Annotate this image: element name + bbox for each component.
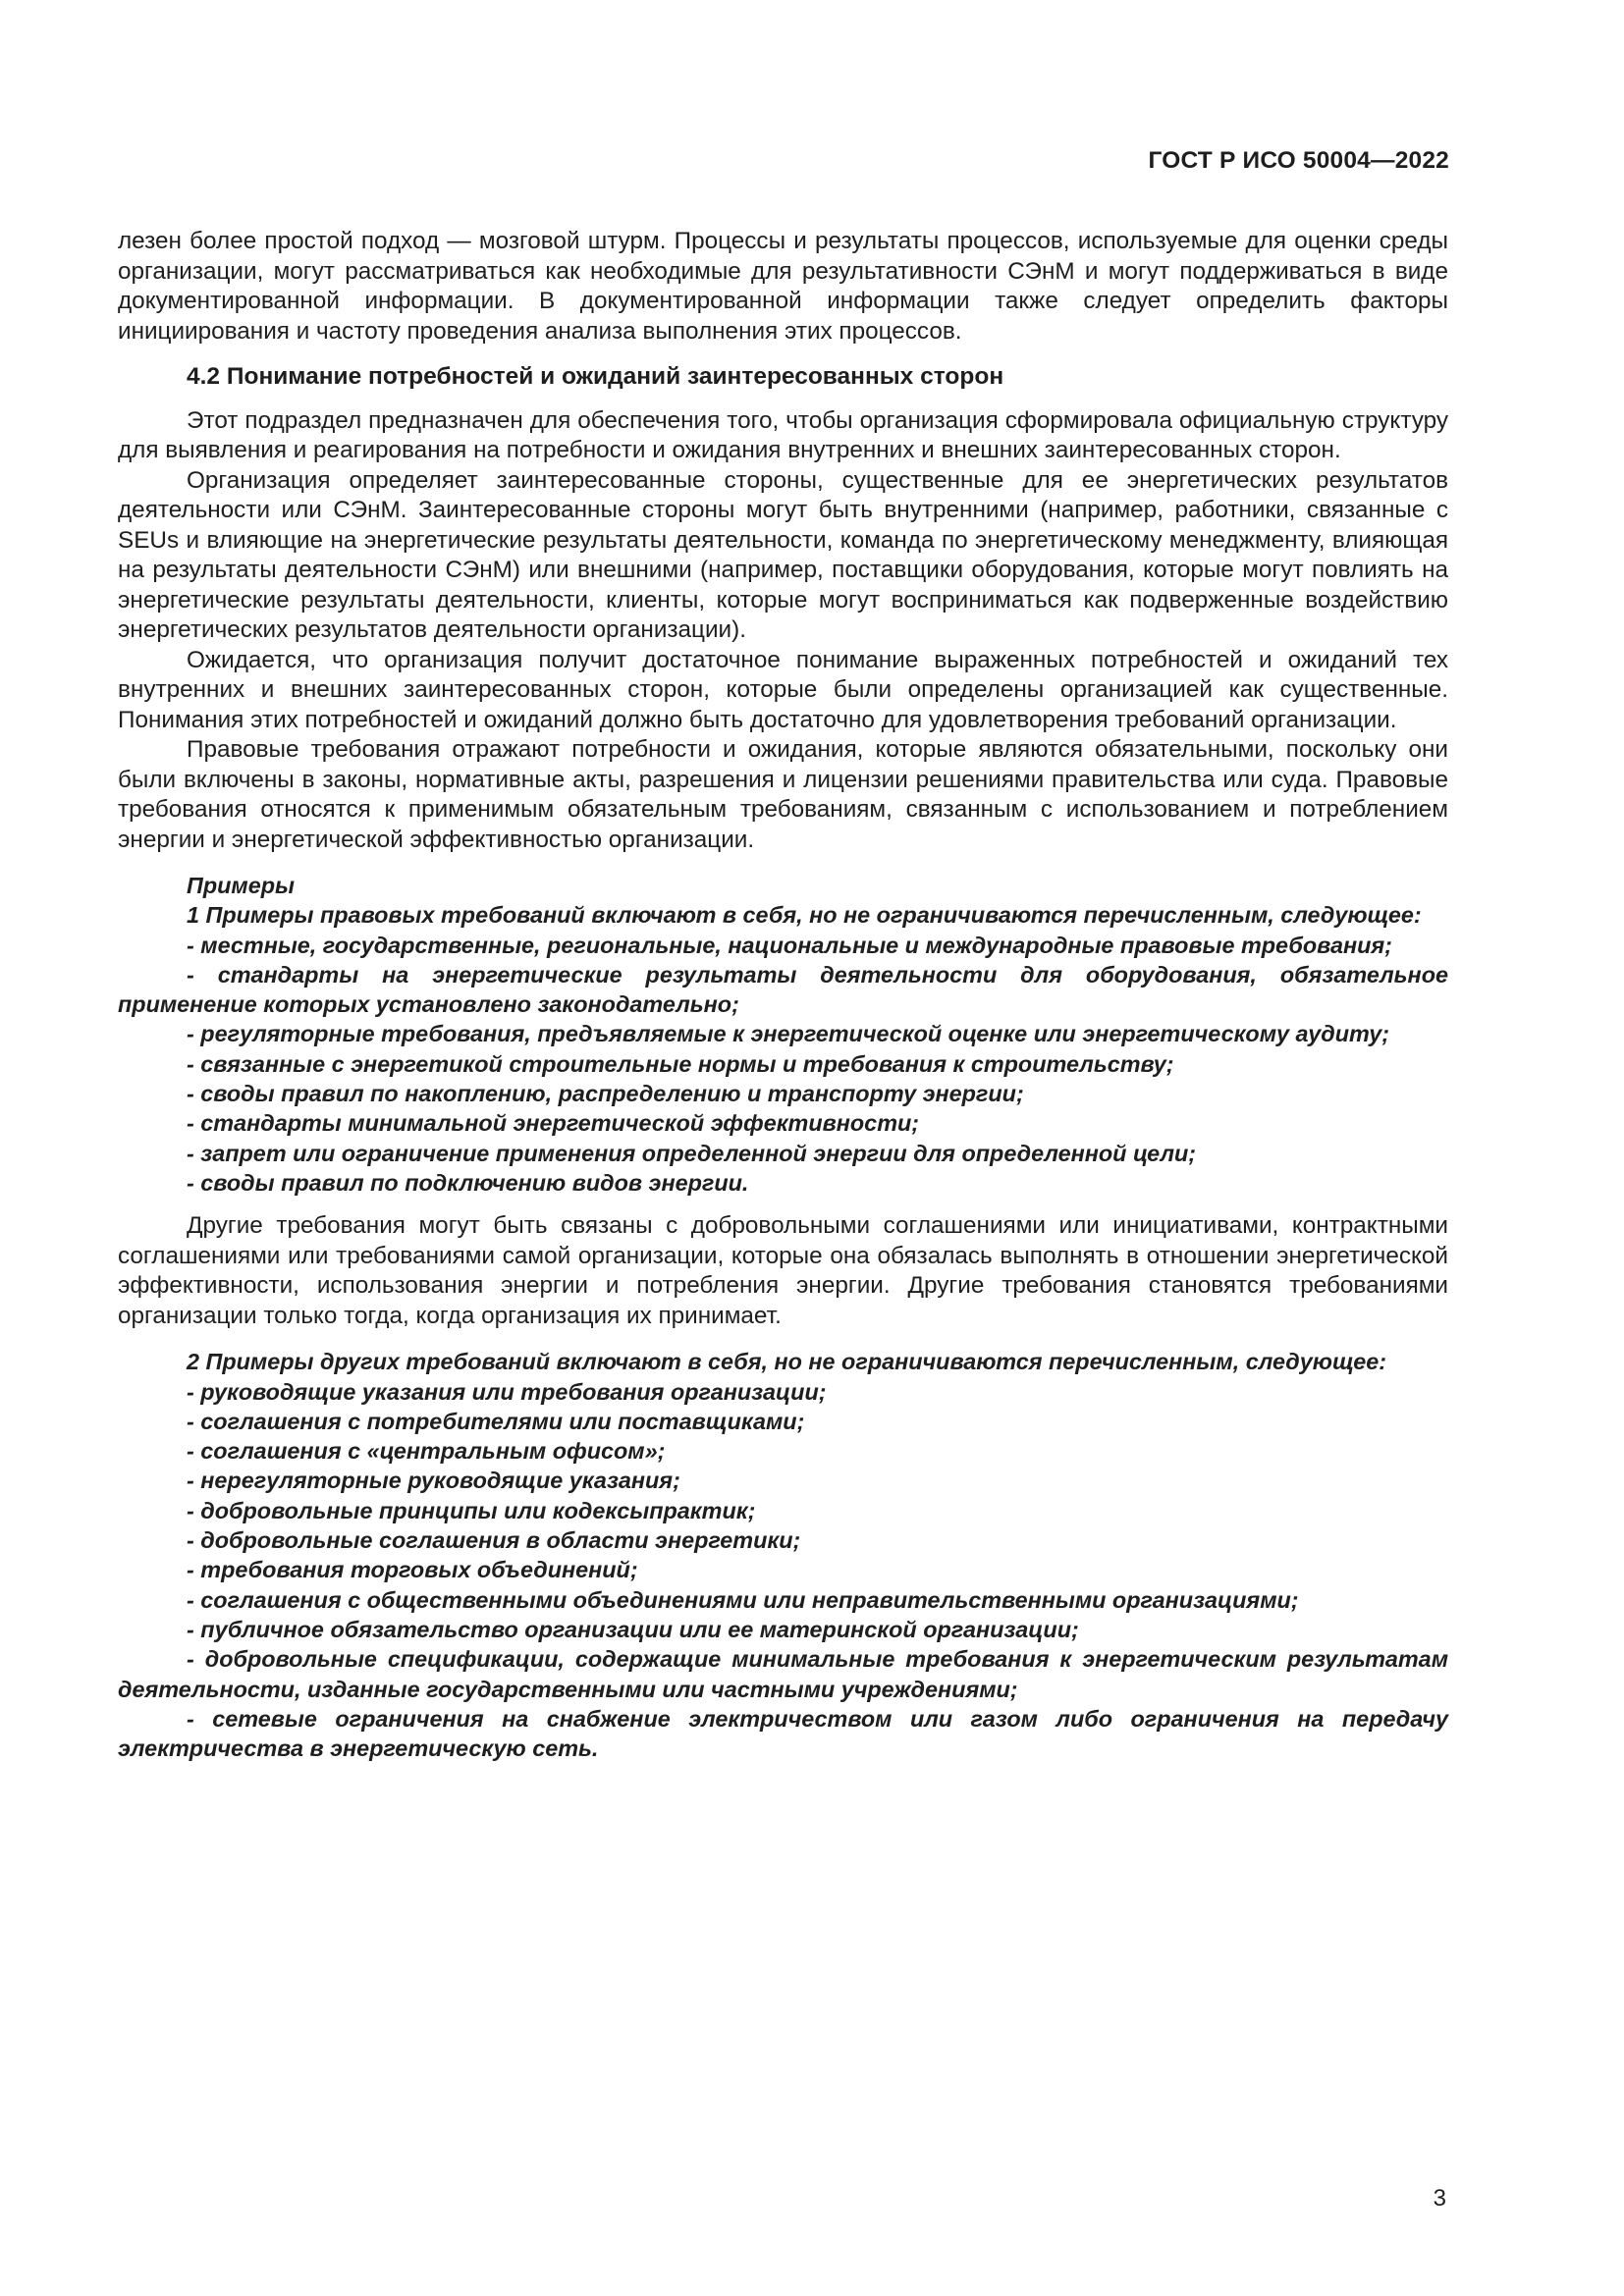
example-item: - своды правил по накоплению, распределению и транспорту энергии;	[187, 1081, 1024, 1107]
example-item: - добровольные принципы или кодексыпрактик;	[187, 1497, 756, 1523]
paragraph: Другие требования могут быть связаны с добровольными соглашениями или инициативами, контрактными соглашениями или требованиями самой организации, которые она обязалась выполнять в отношении энергетической эффективности, использования энергии и потребления энергии. Другие требования становятся требованиями организации только тогда, когда организация их принимает.	[118, 1212, 1448, 1329]
example-item: 2 Примеры других требований включают в себя, но не ограничиваются перечисленным, следующее:	[187, 1349, 1387, 1375]
paragraph: Ожидается, что организация получит достаточное понимание выраженных потребностей и ожиданий тех внутренних и внешних заинтересованных сторон, которые были определены организацией как существенные. Понимания этих потребностей и ожиданий должно быть достаточно для удовлетворения требований организации.	[118, 646, 1448, 733]
document-code: ГОСТ Р ИСО 50004—2022	[1148, 147, 1449, 174]
paragraph-continuation: лезен более простой подход — мозговой штурм. Процессы и результаты процессов, используемые для оценки среды организации, могут рассматриваться как необходимые для результативности СЭнМ и могут поддерживаться в виде документированной информации. В документированной информации также следует определить факторы инициирования и частоту проведения анализа выполнения этих процессов.	[118, 228, 1448, 345]
example-item: - добровольные спецификации, содержащие минимальные требования к энергетическим результатам деятельности, изданные государственными или частными учреждениями;	[118, 1646, 1448, 1702]
section-heading: 4.2 Понимание потребностей и ожиданий заинтересованных сторон	[187, 363, 1004, 390]
example-item: - нерегуляторные руководящие указания;	[187, 1468, 680, 1494]
paragraph: Правовые требования отражают потребности и ожидания, которые являются обязательными, поскольку они были включены в законы, нормативные акты, разрешения и лицензии решениями правительства или суда. Правовые требования относятся к применимым обязательным требованиям, связанным с использованием и потреблением энергии и энергетической эффективностью организации.	[118, 736, 1448, 853]
paragraph: Организация определяет заинтересованные стороны, существенные для ее энергетических результатов деятельности или СЭнМ. Заинтересованные стороны могут быть внутренними (например, работники, связанные с SEUs и влияющие на энергетические результаты деятельности, команда по энергетическому менеджменту, влияющая на результаты деятельности СЭнМ) или внешними (например, поставщики оборудования, которые могут повлиять на энергетические результаты деятельности, клиенты, которые могут восприниматься как подверженные воздействию энергетических результатов деятельности организации).	[118, 466, 1448, 643]
example-item: - связанные с энергетикой строительные нормы и требования к строительству;	[187, 1050, 1174, 1077]
example-item: 1 Примеры правовых требований включают в себя, но не ограничиваются перечисленным, следующее:	[187, 902, 1422, 929]
example-item: - местные, государственные, региональные, национальные и международные правовые требования;	[187, 932, 1392, 958]
examples-title: Примеры	[187, 873, 295, 898]
example-item: - стандарты минимальной энергетической эффективности;	[187, 1110, 920, 1137]
page-content	[118, 227, 1448, 1763]
example-item: - запрет или ограничение применения определенной энергии для определенной цели;	[187, 1140, 1197, 1166]
example-item: - соглашения с потребителями или поставщиками;	[187, 1408, 805, 1434]
example-item: - стандарты на энергетические результаты деятельности для оборудования, обязательное применение которых установлено законодательно;	[118, 961, 1448, 1018]
page-number: 3	[1433, 2185, 1446, 2212]
example-item: - соглашения с «центральным офисом»;	[187, 1438, 666, 1465]
example-item: - своды правил по подключению видов энергии.	[187, 1169, 749, 1196]
paragraph: Этот подраздел предназначен для обеспечения того, чтобы организация сформировала официальную структуру для выявления и реагирования на потребности и ожидания внутренних и внешних заинтересованных сторон.	[118, 406, 1448, 463]
example-item: - регуляторные требования, предъявляемые к энергетической оценке или энергетическому аудиту;	[187, 1021, 1390, 1047]
example-item: - соглашения с общественными объединениями или неправительственными организациями;	[187, 1586, 1299, 1613]
example-item: - руководящие указания или требования организации;	[187, 1378, 827, 1405]
example-item: - сетевые ограничения на снабжение электричеством или газом либо ограничения на передачу электричества в энергетическую сеть.	[118, 1705, 1448, 1762]
example-item: - публичное обязательство организации или ее материнской организации;	[187, 1616, 1079, 1642]
example-item: - добровольные соглашения в области энергетики;	[187, 1527, 801, 1554]
example-item: - требования торговых объединений;	[187, 1557, 638, 1583]
